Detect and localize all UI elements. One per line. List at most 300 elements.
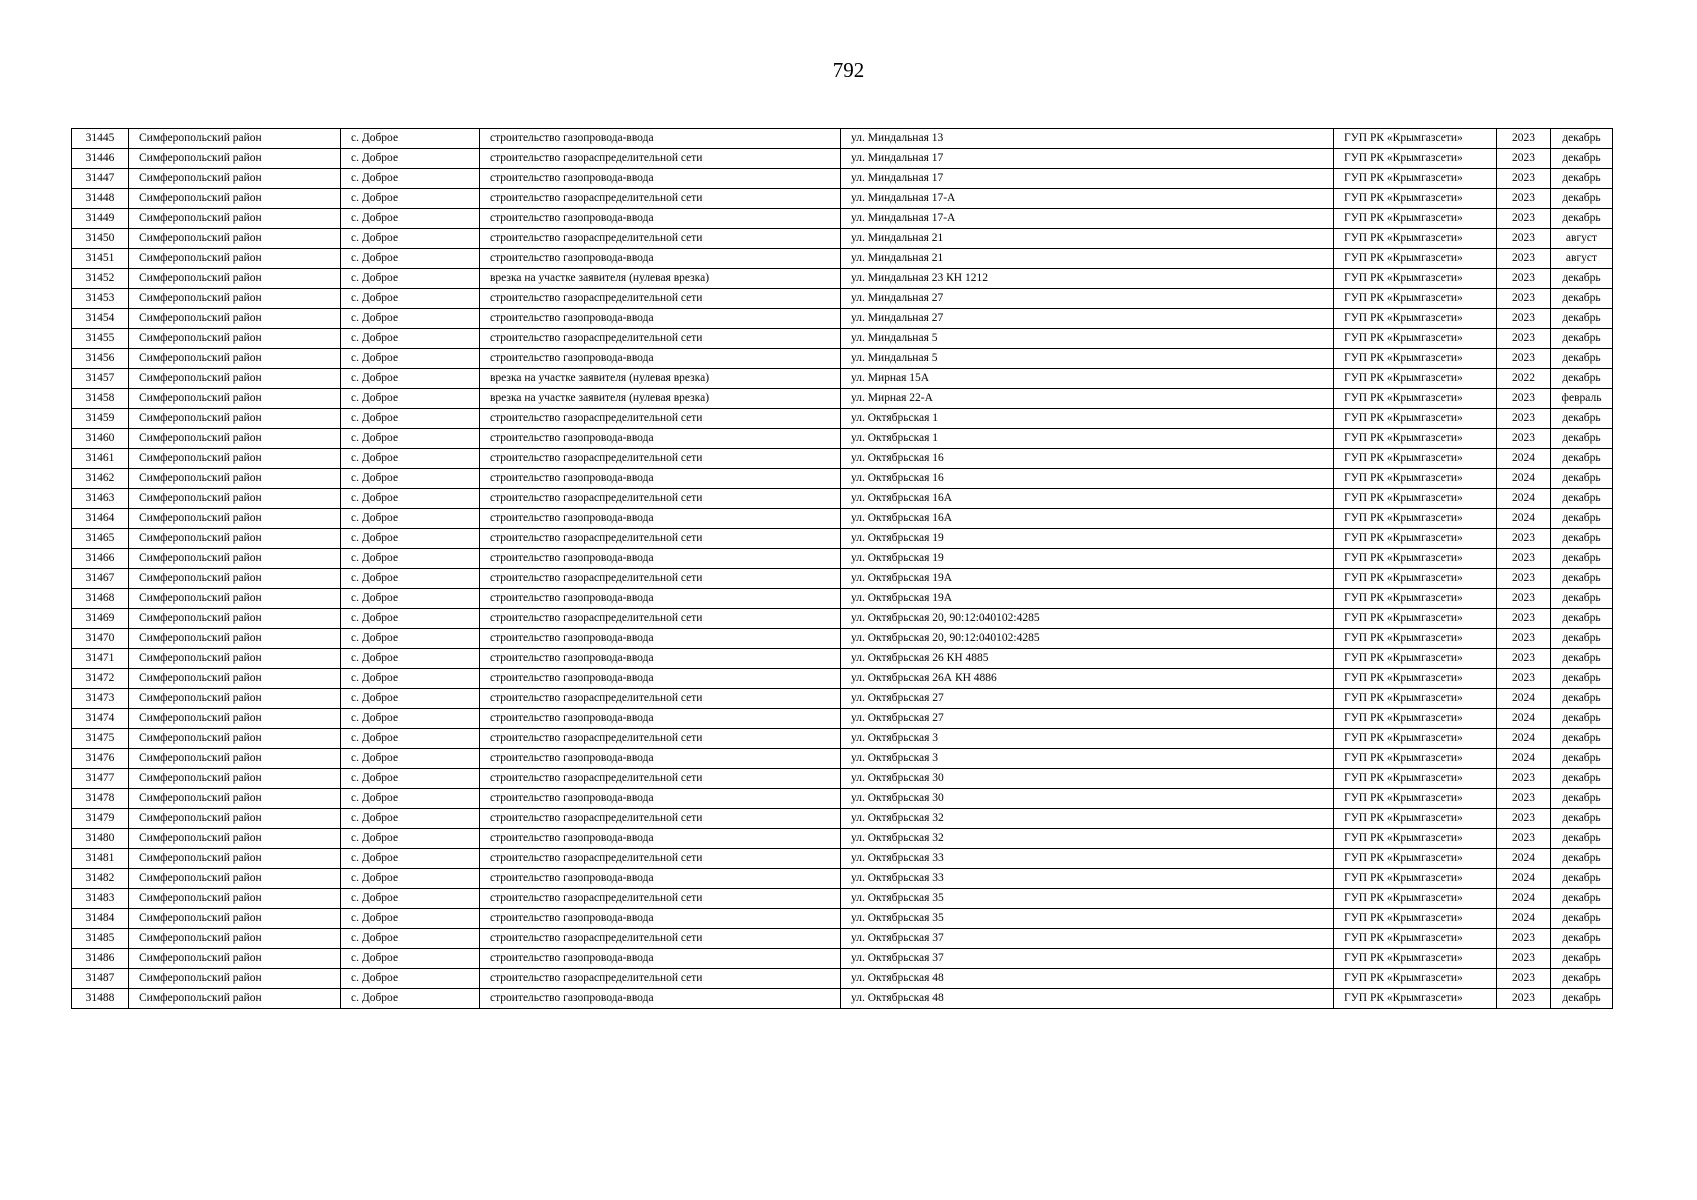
organization-cell: ГУП РК «Крымгазсети»: [1334, 489, 1497, 509]
year-cell: 2023: [1497, 189, 1551, 209]
organization-cell: ГУП РК «Крымгазсети»: [1334, 369, 1497, 389]
organization-cell: ГУП РК «Крымгазсети»: [1334, 389, 1497, 409]
settlement-cell: с. Доброе: [341, 169, 480, 189]
year-cell: 2023: [1497, 769, 1551, 789]
district-cell: Симферопольский район: [129, 629, 341, 649]
address-cell: ул. Октябрьская 26А КН 4886: [841, 669, 1334, 689]
year-cell: 2023: [1497, 549, 1551, 569]
organization-cell: ГУП РК «Крымгазсети»: [1334, 609, 1497, 629]
district-cell: Симферопольский район: [129, 189, 341, 209]
address-cell: ул. Октябрьская 27: [841, 689, 1334, 709]
record-id-cell: 31456: [72, 349, 129, 369]
organization-cell: ГУП РК «Крымгазсети»: [1334, 769, 1497, 789]
month-cell: декабрь: [1551, 549, 1613, 569]
record-id-cell: 31451: [72, 249, 129, 269]
settlement-cell: с. Доброе: [341, 669, 480, 689]
address-cell: ул. Октябрьская 32: [841, 829, 1334, 849]
work-type-cell: строительство газопровода-ввода: [480, 589, 841, 609]
settlement-cell: с. Доброе: [341, 589, 480, 609]
table-row: [72, 909, 1613, 929]
work-type-cell: строительство газопровода-ввода: [480, 429, 841, 449]
settlement-cell: с. Доброе: [341, 909, 480, 929]
organization-cell: ГУП РК «Крымгазсети»: [1334, 789, 1497, 809]
district-cell: Симферопольский район: [129, 309, 341, 329]
address-cell: ул. Октябрьская 3: [841, 729, 1334, 749]
year-cell: 2024: [1497, 849, 1551, 869]
table-row: [72, 489, 1613, 509]
settlement-cell: с. Доброе: [341, 469, 480, 489]
month-cell: декабрь: [1551, 769, 1613, 789]
organization-cell: ГУП РК «Крымгазсети»: [1334, 229, 1497, 249]
settlement-cell: с. Доброе: [341, 309, 480, 329]
settlement-cell: с. Доброе: [341, 409, 480, 429]
district-cell: Симферопольский район: [129, 509, 341, 529]
record-id-cell: 31453: [72, 289, 129, 309]
table-row: [72, 749, 1613, 769]
district-cell: Симферопольский район: [129, 889, 341, 909]
organization-cell: ГУП РК «Крымгазсети»: [1334, 729, 1497, 749]
month-cell: декабрь: [1551, 349, 1613, 369]
year-cell: 2024: [1497, 509, 1551, 529]
year-cell: 2023: [1497, 209, 1551, 229]
organization-cell: ГУП РК «Крымгазсети»: [1334, 529, 1497, 549]
organization-cell: ГУП РК «Крымгазсети»: [1334, 829, 1497, 849]
address-cell: ул. Октябрьская 26 КН 4885: [841, 649, 1334, 669]
work-type-cell: строительство газораспределительной сети: [480, 189, 841, 209]
address-cell: ул. Октябрьская 16А: [841, 489, 1334, 509]
settlement-cell: с. Доброе: [341, 789, 480, 809]
year-cell: 2023: [1497, 629, 1551, 649]
district-cell: Симферопольский район: [129, 129, 341, 149]
table-row: [72, 249, 1613, 269]
district-cell: Симферопольский район: [129, 949, 341, 969]
record-id-cell: 31487: [72, 969, 129, 989]
work-type-cell: строительство газораспределительной сети: [480, 809, 841, 829]
district-cell: Симферопольский район: [129, 749, 341, 769]
record-id-cell: 31459: [72, 409, 129, 429]
table-row: [72, 569, 1613, 589]
organization-cell: ГУП РК «Крымгазсети»: [1334, 149, 1497, 169]
table-row: [72, 309, 1613, 329]
address-cell: ул. Октябрьская 19: [841, 549, 1334, 569]
month-cell: декабрь: [1551, 689, 1613, 709]
table-row: [72, 469, 1613, 489]
address-cell: ул. Октябрьская 27: [841, 709, 1334, 729]
work-type-cell: строительство газопровода-ввода: [480, 209, 841, 229]
year-cell: 2024: [1497, 689, 1551, 709]
year-cell: 2023: [1497, 429, 1551, 449]
month-cell: декабрь: [1551, 409, 1613, 429]
work-type-cell: строительство газораспределительной сети: [480, 849, 841, 869]
work-type-cell: строительство газораспределительной сети: [480, 769, 841, 789]
table-row: [72, 769, 1613, 789]
table-row: [72, 589, 1613, 609]
work-type-cell: строительство газопровода-ввода: [480, 629, 841, 649]
organization-cell: ГУП РК «Крымгазсети»: [1334, 249, 1497, 269]
record-id-cell: 31479: [72, 809, 129, 829]
table-row: [72, 949, 1613, 969]
month-cell: декабрь: [1551, 869, 1613, 889]
district-cell: Симферопольский район: [129, 609, 341, 629]
settlement-cell: с. Доброе: [341, 269, 480, 289]
address-cell: ул. Октябрьская 35: [841, 889, 1334, 909]
month-cell: декабрь: [1551, 169, 1613, 189]
settlement-cell: с. Доброе: [341, 689, 480, 709]
organization-cell: ГУП РК «Крымгазсети»: [1334, 309, 1497, 329]
year-cell: 2023: [1497, 409, 1551, 429]
work-type-cell: строительство газопровода-ввода: [480, 949, 841, 969]
organization-cell: ГУП РК «Крымгазсети»: [1334, 409, 1497, 429]
month-cell: август: [1551, 249, 1613, 269]
table-row: [72, 349, 1613, 369]
work-type-cell: строительство газораспределительной сети: [480, 609, 841, 629]
settlement-cell: с. Доброе: [341, 929, 480, 949]
month-cell: декабрь: [1551, 809, 1613, 829]
address-cell: ул. Миндальная 17-А: [841, 209, 1334, 229]
year-cell: 2024: [1497, 469, 1551, 489]
address-cell: ул. Октябрьская 33: [841, 869, 1334, 889]
work-type-cell: врезка на участке заявителя (нулевая врезка): [480, 369, 841, 389]
table-row: [72, 289, 1613, 309]
work-type-cell: строительство газораспределительной сети: [480, 569, 841, 589]
work-type-cell: строительство газораспределительной сети: [480, 929, 841, 949]
record-id-cell: 31485: [72, 929, 129, 949]
month-cell: декабрь: [1551, 889, 1613, 909]
organization-cell: ГУП РК «Крымгазсети»: [1334, 749, 1497, 769]
work-type-cell: строительство газораспределительной сети: [480, 409, 841, 429]
address-cell: ул. Октябрьская 19А: [841, 569, 1334, 589]
organization-cell: ГУП РК «Крымгазсети»: [1334, 629, 1497, 649]
address-cell: ул. Миндальная 17-А: [841, 189, 1334, 209]
year-cell: 2023: [1497, 609, 1551, 629]
year-cell: 2023: [1497, 309, 1551, 329]
district-cell: Симферопольский район: [129, 389, 341, 409]
settlement-cell: с. Доброе: [341, 729, 480, 749]
address-cell: ул. Октябрьская 20, 90:12:040102:4285: [841, 629, 1334, 649]
month-cell: декабрь: [1551, 489, 1613, 509]
district-cell: Симферопольский район: [129, 289, 341, 309]
district-cell: Симферопольский район: [129, 489, 341, 509]
page-number: 792: [832, 58, 865, 82]
table-row: [72, 429, 1613, 449]
record-id-cell: 31474: [72, 709, 129, 729]
address-cell: ул. Миндальная 23 КН 1212: [841, 269, 1334, 289]
settlement-cell: с. Доброе: [341, 249, 480, 269]
work-type-cell: строительство газораспределительной сети: [480, 329, 841, 349]
record-id-cell: 31460: [72, 429, 129, 449]
record-id-cell: 31447: [72, 169, 129, 189]
address-cell: ул. Октябрьская 37: [841, 949, 1334, 969]
table-row: [72, 869, 1613, 889]
work-type-cell: строительство газопровода-ввода: [480, 869, 841, 889]
month-cell: декабрь: [1551, 329, 1613, 349]
settlement-cell: с. Доброе: [341, 349, 480, 369]
month-cell: декабрь: [1551, 929, 1613, 949]
year-cell: 2023: [1497, 789, 1551, 809]
district-cell: Симферопольский район: [129, 149, 341, 169]
record-id-cell: 31480: [72, 829, 129, 849]
table-row: [72, 669, 1613, 689]
settlement-cell: с. Доброе: [341, 329, 480, 349]
month-cell: декабрь: [1551, 749, 1613, 769]
address-cell: ул. Октябрьская 48: [841, 989, 1334, 1009]
work-type-cell: строительство газопровода-ввода: [480, 909, 841, 929]
record-id-cell: 31488: [72, 989, 129, 1009]
address-cell: ул. Октябрьская 20, 90:12:040102:4285: [841, 609, 1334, 629]
work-type-cell: строительство газопровода-ввода: [480, 649, 841, 669]
record-id-cell: 31468: [72, 589, 129, 609]
year-cell: 2023: [1497, 829, 1551, 849]
month-cell: декабрь: [1551, 729, 1613, 749]
work-type-cell: строительство газораспределительной сети: [480, 689, 841, 709]
settlement-cell: с. Доброе: [341, 809, 480, 829]
settlement-cell: с. Доброе: [341, 829, 480, 849]
district-cell: Симферопольский район: [129, 869, 341, 889]
year-cell: 2023: [1497, 149, 1551, 169]
work-type-cell: строительство газопровода-ввода: [480, 669, 841, 689]
settlement-cell: с. Доброе: [341, 449, 480, 469]
month-cell: декабрь: [1551, 209, 1613, 229]
organization-cell: ГУП РК «Крымгазсети»: [1334, 869, 1497, 889]
month-cell: декабрь: [1551, 909, 1613, 929]
month-cell: декабрь: [1551, 509, 1613, 529]
organization-cell: ГУП РК «Крымгазсети»: [1334, 209, 1497, 229]
district-cell: Симферопольский район: [129, 169, 341, 189]
year-cell: 2023: [1497, 649, 1551, 669]
record-id-cell: 31450: [72, 229, 129, 249]
month-cell: декабрь: [1551, 789, 1613, 809]
address-cell: ул. Миндальная 5: [841, 329, 1334, 349]
settlement-cell: с. Доброе: [341, 429, 480, 449]
address-cell: ул. Октябрьская 30: [841, 769, 1334, 789]
month-cell: декабрь: [1551, 649, 1613, 669]
year-cell: 2023: [1497, 249, 1551, 269]
table-row: [72, 849, 1613, 869]
month-cell: декабрь: [1551, 989, 1613, 1009]
address-cell: ул. Октябрьская 35: [841, 909, 1334, 929]
organization-cell: ГУП РК «Крымгазсети»: [1334, 189, 1497, 209]
address-cell: ул. Октябрьская 1: [841, 429, 1334, 449]
month-cell: декабрь: [1551, 269, 1613, 289]
settlement-cell: с. Доброе: [341, 529, 480, 549]
organization-cell: ГУП РК «Крымгазсети»: [1334, 269, 1497, 289]
table-row: [72, 389, 1613, 409]
district-cell: Симферопольский район: [129, 829, 341, 849]
record-id-cell: 31486: [72, 949, 129, 969]
table-row: [72, 209, 1613, 229]
work-type-cell: строительство газопровода-ввода: [480, 129, 841, 149]
district-cell: Симферопольский район: [129, 569, 341, 589]
settlement-cell: с. Доброе: [341, 709, 480, 729]
month-cell: декабрь: [1551, 609, 1613, 629]
table-row: [72, 189, 1613, 209]
year-cell: 2023: [1497, 949, 1551, 969]
month-cell: декабрь: [1551, 309, 1613, 329]
record-id-cell: 31461: [72, 449, 129, 469]
organization-cell: ГУП РК «Крымгазсети»: [1334, 469, 1497, 489]
district-cell: Симферопольский район: [129, 769, 341, 789]
organization-cell: ГУП РК «Крымгазсети»: [1334, 129, 1497, 149]
year-cell: 2023: [1497, 129, 1551, 149]
month-cell: декабрь: [1551, 569, 1613, 589]
record-id-cell: 31466: [72, 549, 129, 569]
table-row: [72, 449, 1613, 469]
record-id-cell: 31477: [72, 769, 129, 789]
organization-cell: ГУП РК «Крымгазсети»: [1334, 349, 1497, 369]
work-type-cell: строительство газопровода-ввода: [480, 249, 841, 269]
year-cell: 2024: [1497, 489, 1551, 509]
settlement-cell: с. Доброе: [341, 389, 480, 409]
month-cell: декабрь: [1551, 669, 1613, 689]
work-type-cell: врезка на участке заявителя (нулевая врезка): [480, 389, 841, 409]
year-cell: 2023: [1497, 389, 1551, 409]
settlement-cell: с. Доброе: [341, 769, 480, 789]
table-row: [72, 609, 1613, 629]
record-id-cell: 31467: [72, 569, 129, 589]
settlement-cell: с. Доброе: [341, 609, 480, 629]
table-row: [72, 649, 1613, 669]
table-row: [72, 969, 1613, 989]
work-type-cell: строительство газораспределительной сети: [480, 969, 841, 989]
work-type-cell: строительство газораспределительной сети: [480, 489, 841, 509]
district-cell: Симферопольский район: [129, 269, 341, 289]
registry-table: [71, 128, 1613, 1009]
address-cell: ул. Миндальная 17: [841, 169, 1334, 189]
district-cell: Симферопольский район: [129, 649, 341, 669]
settlement-cell: с. Доброе: [341, 649, 480, 669]
table-row: [72, 789, 1613, 809]
year-cell: 2023: [1497, 329, 1551, 349]
work-type-cell: строительство газораспределительной сети: [480, 229, 841, 249]
work-type-cell: строительство газопровода-ввода: [480, 169, 841, 189]
organization-cell: ГУП РК «Крымгазсети»: [1334, 449, 1497, 469]
address-cell: ул. Октябрьская 3: [841, 749, 1334, 769]
address-cell: ул. Октябрьская 16: [841, 469, 1334, 489]
work-type-cell: строительство газопровода-ввода: [480, 469, 841, 489]
settlement-cell: с. Доброе: [341, 869, 480, 889]
work-type-cell: строительство газораспределительной сети: [480, 449, 841, 469]
address-cell: ул. Миндальная 5: [841, 349, 1334, 369]
work-type-cell: строительство газораспределительной сети: [480, 289, 841, 309]
district-cell: Симферопольский район: [129, 329, 341, 349]
month-cell: декабрь: [1551, 149, 1613, 169]
district-cell: Симферопольский район: [129, 929, 341, 949]
district-cell: Симферопольский район: [129, 709, 341, 729]
address-cell: ул. Октябрьская 30: [841, 789, 1334, 809]
work-type-cell: строительство газораспределительной сети: [480, 149, 841, 169]
settlement-cell: с. Доброе: [341, 569, 480, 589]
district-cell: Симферопольский район: [129, 989, 341, 1009]
year-cell: 2023: [1497, 289, 1551, 309]
table-row: [72, 629, 1613, 649]
district-cell: Симферопольский район: [129, 589, 341, 609]
table-row: [72, 829, 1613, 849]
month-cell: декабрь: [1551, 629, 1613, 649]
year-cell: 2023: [1497, 969, 1551, 989]
work-type-cell: строительство газопровода-ввода: [480, 309, 841, 329]
district-cell: Симферопольский район: [129, 789, 341, 809]
month-cell: декабрь: [1551, 529, 1613, 549]
month-cell: декабрь: [1551, 949, 1613, 969]
organization-cell: ГУП РК «Крымгазсети»: [1334, 909, 1497, 929]
record-id-cell: 31463: [72, 489, 129, 509]
table-row: [72, 709, 1613, 729]
district-cell: Симферопольский район: [129, 429, 341, 449]
work-type-cell: строительство газопровода-ввода: [480, 709, 841, 729]
district-cell: Симферопольский район: [129, 369, 341, 389]
record-id-cell: 31484: [72, 909, 129, 929]
organization-cell: ГУП РК «Крымгазсети»: [1334, 969, 1497, 989]
year-cell: 2024: [1497, 749, 1551, 769]
table-row: [72, 989, 1613, 1009]
record-id-cell: 31452: [72, 269, 129, 289]
organization-cell: ГУП РК «Крымгазсети»: [1334, 549, 1497, 569]
settlement-cell: с. Доброе: [341, 629, 480, 649]
record-id-cell: 31462: [72, 469, 129, 489]
table-row: [72, 809, 1613, 829]
settlement-cell: с. Доброе: [341, 509, 480, 529]
registry-body: [72, 129, 1613, 1009]
organization-cell: ГУП РК «Крымгазсети»: [1334, 849, 1497, 869]
table-row: [72, 409, 1613, 429]
work-type-cell: строительство газораспределительной сети: [480, 529, 841, 549]
month-cell: декабрь: [1551, 129, 1613, 149]
address-cell: ул. Октябрьская 48: [841, 969, 1334, 989]
organization-cell: ГУП РК «Крымгазсети»: [1334, 569, 1497, 589]
table-row: [72, 509, 1613, 529]
address-cell: ул. Октябрьская 19: [841, 529, 1334, 549]
address-cell: ул. Миндальная 17: [841, 149, 1334, 169]
district-cell: Симферопольский район: [129, 249, 341, 269]
work-type-cell: строительство газопровода-ввода: [480, 749, 841, 769]
district-cell: Симферопольский район: [129, 689, 341, 709]
month-cell: декабрь: [1551, 709, 1613, 729]
settlement-cell: с. Доброе: [341, 969, 480, 989]
table-row: [72, 269, 1613, 289]
record-id-cell: 31478: [72, 789, 129, 809]
record-id-cell: 31483: [72, 889, 129, 909]
year-cell: 2023: [1497, 269, 1551, 289]
district-cell: Симферопольский район: [129, 549, 341, 569]
month-cell: февраль: [1551, 389, 1613, 409]
work-type-cell: строительство газопровода-ввода: [480, 989, 841, 1009]
settlement-cell: с. Доброе: [341, 989, 480, 1009]
address-cell: ул. Миндальная 13: [841, 129, 1334, 149]
year-cell: 2023: [1497, 589, 1551, 609]
record-id-cell: 31472: [72, 669, 129, 689]
year-cell: 2023: [1497, 669, 1551, 689]
record-id-cell: 31464: [72, 509, 129, 529]
settlement-cell: с. Доброе: [341, 149, 480, 169]
year-cell: 2023: [1497, 349, 1551, 369]
address-cell: ул. Мирная 15А: [841, 369, 1334, 389]
work-type-cell: строительство газопровода-ввода: [480, 829, 841, 849]
year-cell: 2024: [1497, 909, 1551, 929]
month-cell: декабрь: [1551, 369, 1613, 389]
settlement-cell: с. Доброе: [341, 189, 480, 209]
organization-cell: ГУП РК «Крымгазсети»: [1334, 289, 1497, 309]
organization-cell: ГУП РК «Крымгазсети»: [1334, 669, 1497, 689]
district-cell: Симферопольский район: [129, 469, 341, 489]
record-id-cell: 31482: [72, 869, 129, 889]
year-cell: 2023: [1497, 529, 1551, 549]
organization-cell: ГУП РК «Крымгазсети»: [1334, 809, 1497, 829]
settlement-cell: с. Доброе: [341, 889, 480, 909]
work-type-cell: врезка на участке заявителя (нулевая врезка): [480, 269, 841, 289]
record-id-cell: 31481: [72, 849, 129, 869]
record-id-cell: 31457: [72, 369, 129, 389]
district-cell: Симферопольский район: [129, 209, 341, 229]
